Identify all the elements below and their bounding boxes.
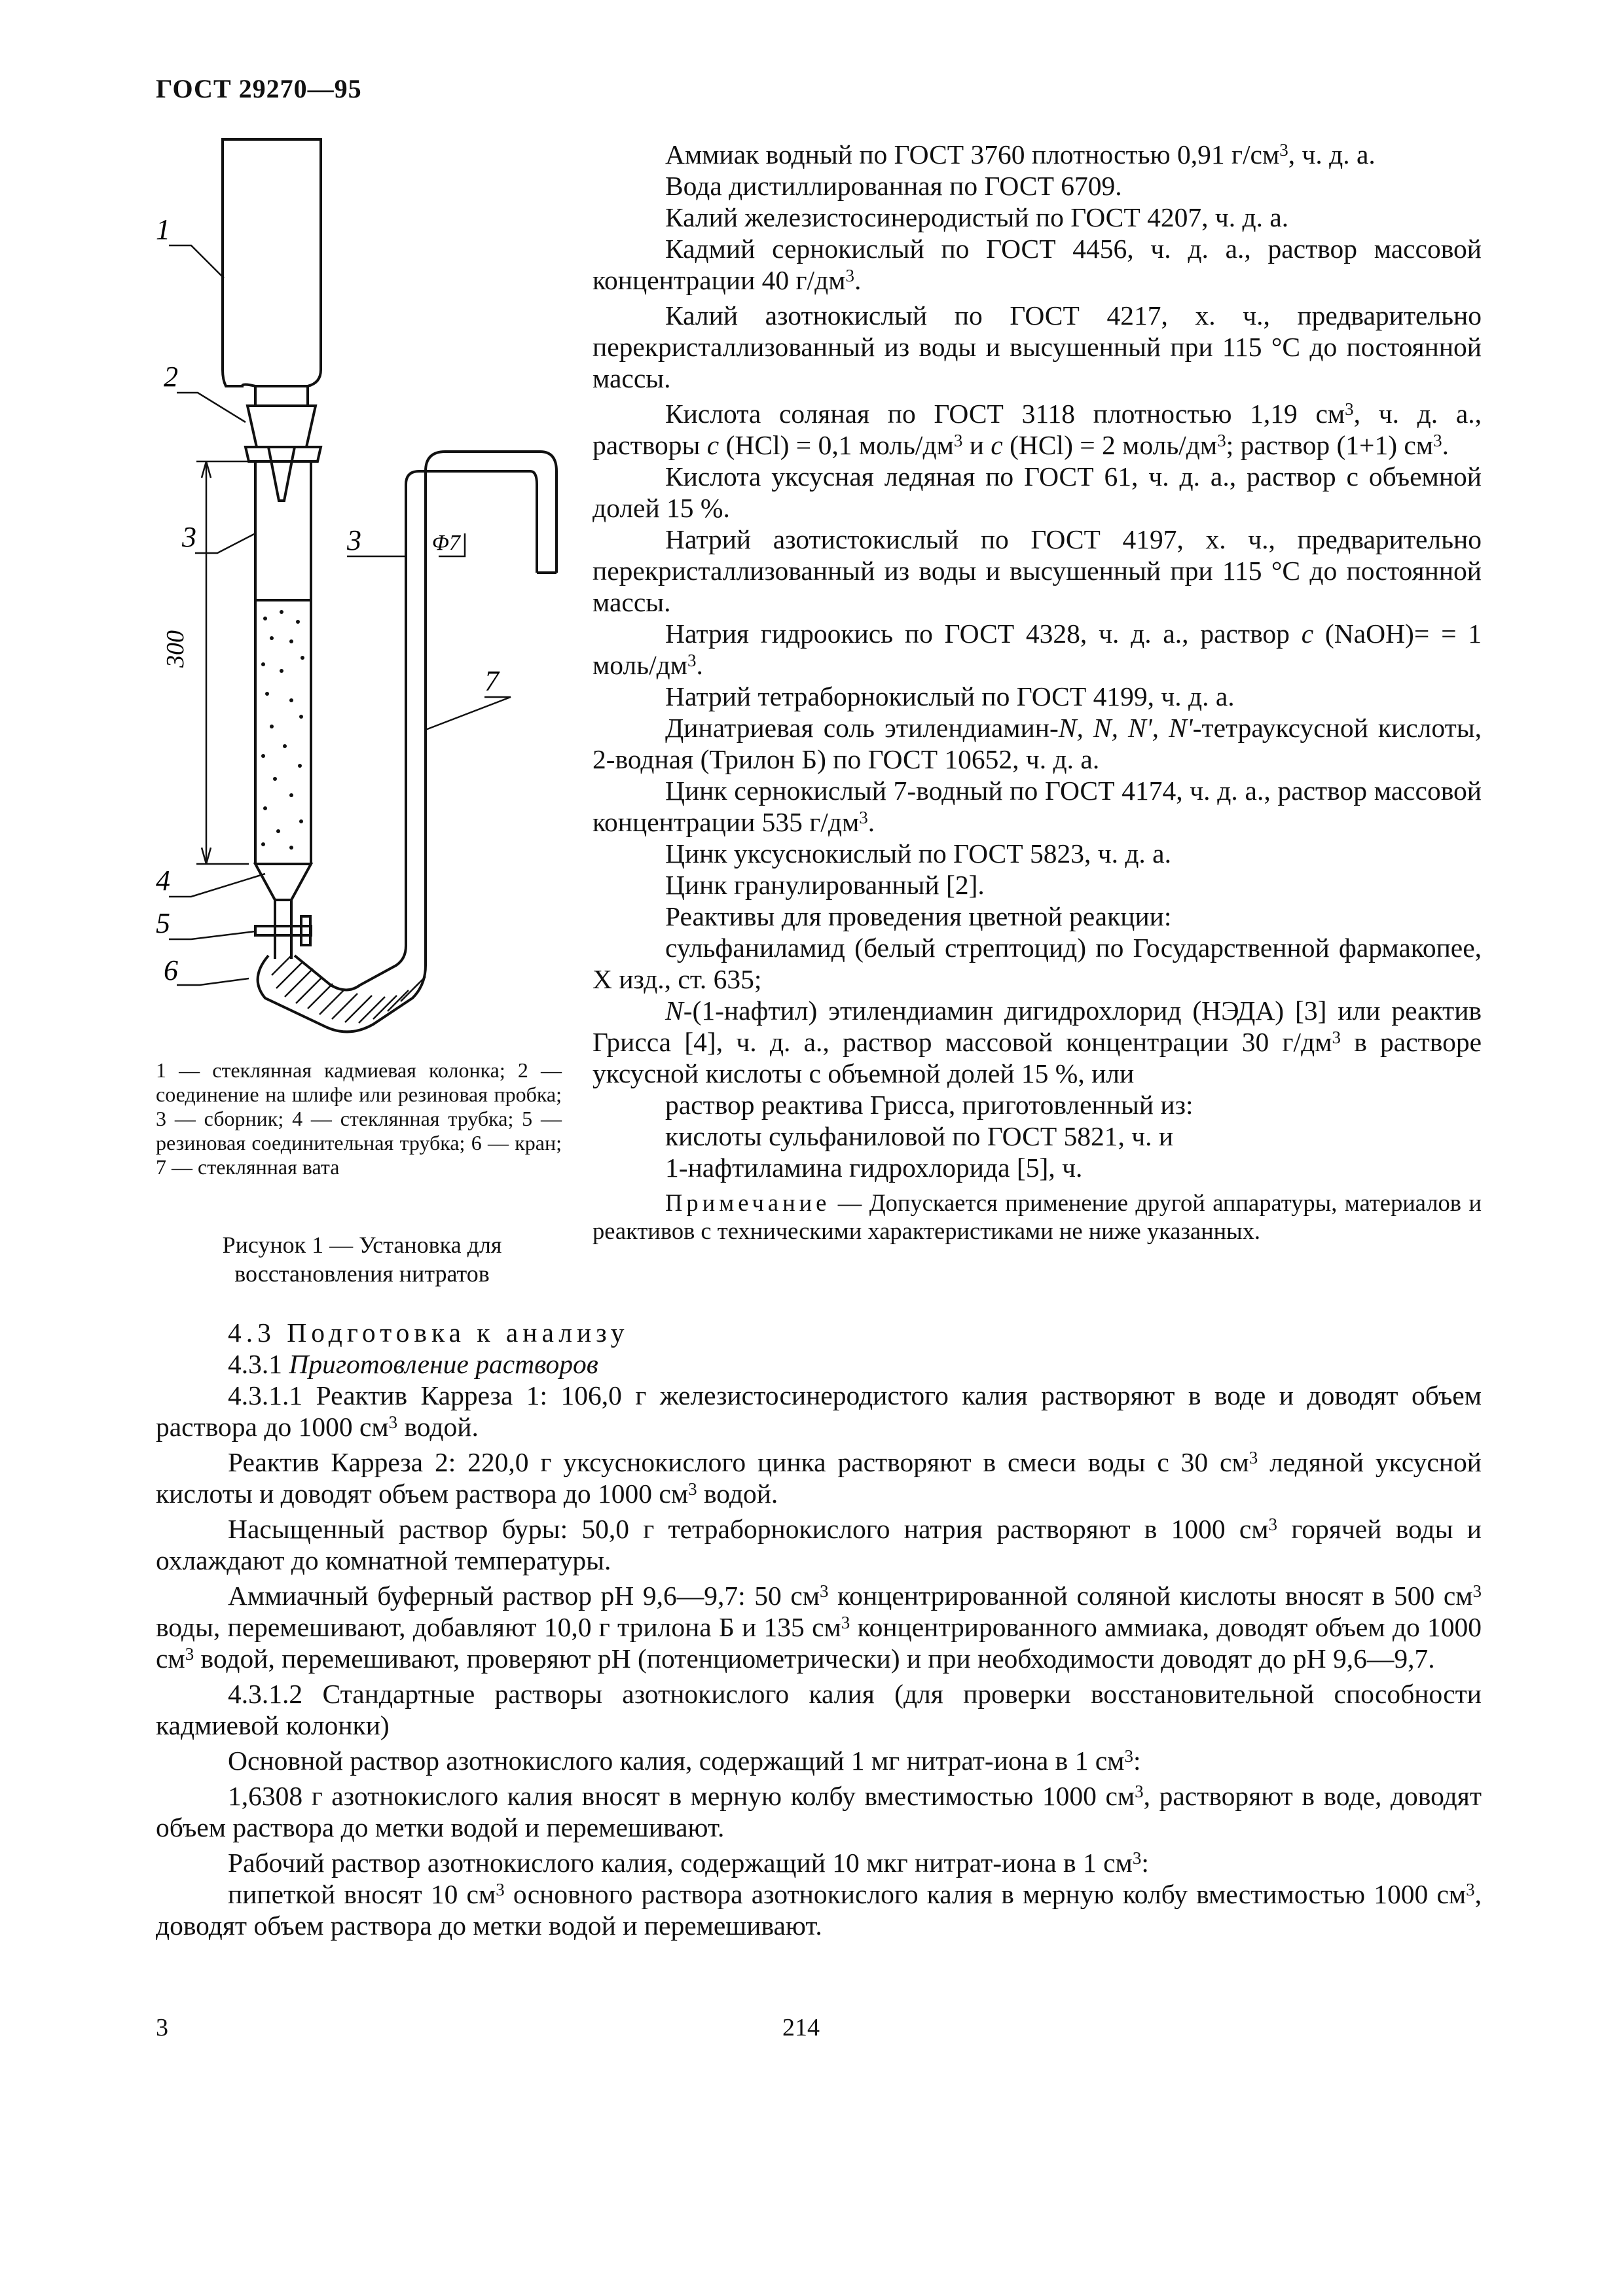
callout-7: 7: [484, 665, 499, 697]
callout-3: 3: [182, 521, 196, 553]
reagent-hcl: Кислота соляная по ГОСТ 3118 плотностью 1,19 $см^3$, ч. д. а., растворы c (HCl) = 0,1 моль/$дм^3$ и c (HCl) = 2 моль/$дм^3$; раствор (1+1) $см^3$.: [593, 399, 1482, 460]
reagent-sulfanilamide: сульфаниламид (белый стрептоцид) по Государственной фармакопее, X изд., ст. 635;: [593, 933, 1482, 994]
para-carrez-2: Реактив Карреза 2: 220,0 г уксуснокислого цинка растворяют в смеси воды с 30 $см^3$ ледяной уксусной кислоты и доводят объем раствора до 1000 $см^3$ водой.: [156, 1447, 1482, 1509]
para-carrez-1: 4.3.1.1 Реактив Карреза 1: 106,0 г железистосинеродистого калия растворяют в воде и доводят объем раствора до 1000 $см^3$ водой.: [156, 1380, 1482, 1442]
reagent-list: [593, 139, 1482, 1245]
reagent-zn-sulfate: Цинк сернокислый 7-водный по ГОСТ 4174, ч. д. а., раствор массовой концентрации 535 $г/дм^3$.: [593, 776, 1482, 837]
para-working-solution: Рабочий раствор азотнокислого калия, содержащий 10 мкг нитрат-иона в 1 $см^3$:: [228, 1848, 1149, 1878]
callout-6: 6: [164, 954, 178, 986]
reagent-k-ferrocyanide: Калий железистосинеродистый по ГОСТ 4207, ч. д. а.: [665, 202, 1289, 232]
document-header: ГОСТ 29270—95: [156, 74, 362, 103]
figure-legend: 1 — стеклянная кадмиевая колонка; 2 — соединение на шлифе или резиновая пробка; 3 — сборник; 4 — стеклянная трубка; 5 — резиновая соединительная трубка; 6 — кран; 7 — стеклянная вата: [156, 1058, 562, 1179]
callout-4: 4: [156, 865, 170, 897]
callout-3-tube: 3: [347, 524, 361, 556]
reagent-naoh: Натрия гидроокись по ГОСТ 4328, ч. д. а., раствор c (NaOH)= = 1 моль/$дм^3$.: [593, 619, 1482, 680]
section-4-3: [156, 1317, 1482, 1941]
callout-5: 5: [156, 907, 170, 939]
page-number-left: 3: [156, 2014, 168, 2041]
reagent-zn-granulated: Цинк гранулированный [2].: [665, 870, 985, 900]
para-stock-solution: Основной раствор азотнокислого калия, содержащий 1 мг нитрат-иона в 1 $см^3$:: [228, 1746, 1141, 1776]
reagent-ammonia: Аммиак водный по ГОСТ 3760 плотностью 0,91 $г/см^3$, ч. д. а.: [665, 139, 1376, 170]
reagent-borax: Натрий тетраборнокислый по ГОСТ 4199, ч. д. а.: [665, 681, 1235, 711]
dimension-phi7: Φ7: [432, 531, 460, 555]
reagent-naphthylamine: 1-нафтиламина гидрохлорида [5], ч.: [665, 1153, 1083, 1183]
callout-2: 2: [164, 361, 178, 393]
reagent-na-nitrite: Натрий азотистокислый по ГОСТ 4197, х. ч., предварительно перекристаллизованный из воды и высушенный при 115 °С до постоянной массы.: [593, 524, 1482, 617]
para-borax: Насыщенный раствор буры: 50,0 г тетраборнокислого натрия растворяют в 1000 $см^3$ горячей воды и охлаждают до комнатной температуры.: [156, 1514, 1482, 1575]
dimension-300: 300: [162, 630, 189, 668]
apparatus-figure: [151, 134, 583, 1050]
callout-1: 1: [156, 213, 170, 245]
reagent-k-nitrate: Калий азотнокислый по ГОСТ 4217, х. ч., предварительно перекристаллизованный из воды и высушенный при 115 °С до постоянной массы.: [593, 300, 1482, 393]
page-number-center: 214: [782, 2014, 820, 2041]
heading-4-3-1: 4.3.1 Приготовление растворов: [228, 1349, 598, 1379]
reagent-cd-sulfate: Кадмий сернокислый по ГОСТ 4456, ч. д. а., раствор массовой концентрации 40 $г/дм^3$.: [593, 234, 1482, 295]
reagent-neda: N-(1-нафтил) этилендиамин дигидрохлорид (НЭДА) [3] или реактив Грисса [4], ч. д. а., раствор массовой концентрации 30 $г/дм^3$ в растворе уксусной кислоты с объемной долей 15 %, или: [593, 996, 1482, 1088]
para-buffer: Аммиачный буферный раствор рН 9,6—9,7: 50 $см^3$ концентрированной соляной кислоты вносят в 500 $см^3$ воды, перемешивают, добавляют 10,0 г трилона Б и 135 $см^3$ концентрированного аммиака, доводят объем до 1000 $см^3$ водой, перемешивают, проверяют рН (потенциометрически) и при необходимости доводят до рН 9,6—9,7.: [156, 1581, 1482, 1674]
ground-joint-shape: [247, 406, 316, 447]
reagent-sulfanilic-acid: кислоты сульфаниловой по ГОСТ 5821, ч. и: [665, 1121, 1174, 1151]
reagent-acetic-acid: Кислота уксусная ледяная по ГОСТ 61, ч. д. а., раствор с объемной долей 15 %.: [593, 461, 1482, 523]
reagent-color-reaction: Реактивы для проведения цветной реакции:: [665, 901, 1172, 931]
para-4-3-1-2: 4.3.1.2 Стандартные растворы азотнокислого калия (для проверки восстановительной способности кадмиевой колонки): [156, 1679, 1482, 1740]
reservoir-bottle-shape: [223, 139, 321, 386]
para-working-prep: пипеткой вносят 10 $см^3$ основного раствора азотнокислого калия в мерную колбу вместимостью 1000 $см^3$, доводят объем раствора до метки водой и перемешивают.: [156, 1879, 1482, 1941]
reagent-trilon: Динатриевая соль этилендиамин-N, N, N', N'-тетрауксусной кислоты, 2-водная (Трилон Б) по ГОСТ 10652, ч. д. а.: [593, 713, 1482, 774]
reagent-griess-solution: раствор реактива Грисса, приготовленный из:: [665, 1090, 1194, 1120]
heading-4-3: 4.3 Подготовка к анализу: [228, 1318, 629, 1348]
para-stock-prep: 1,6308 г азотнокислого калия вносят в мерную колбу вместимостью 1000 $см^3$, растворяют в воде, доводят объем раствора до метки водой и перемешивают.: [156, 1781, 1482, 1842]
note: Примечание — Допускается применение другой аппаратуры, материалов и реактивов с техническими характеристиками не ниже указанных.: [593, 1189, 1482, 1244]
reagent-water: Вода дистиллированная по ГОСТ 6709.: [665, 171, 1122, 201]
figure-caption: Рисунок 1 — Установка для восстановления нитратов: [222, 1232, 502, 1287]
reagent-zn-acetate: Цинк уксуснокислый по ГОСТ 5823, ч. д. а.: [665, 838, 1171, 869]
